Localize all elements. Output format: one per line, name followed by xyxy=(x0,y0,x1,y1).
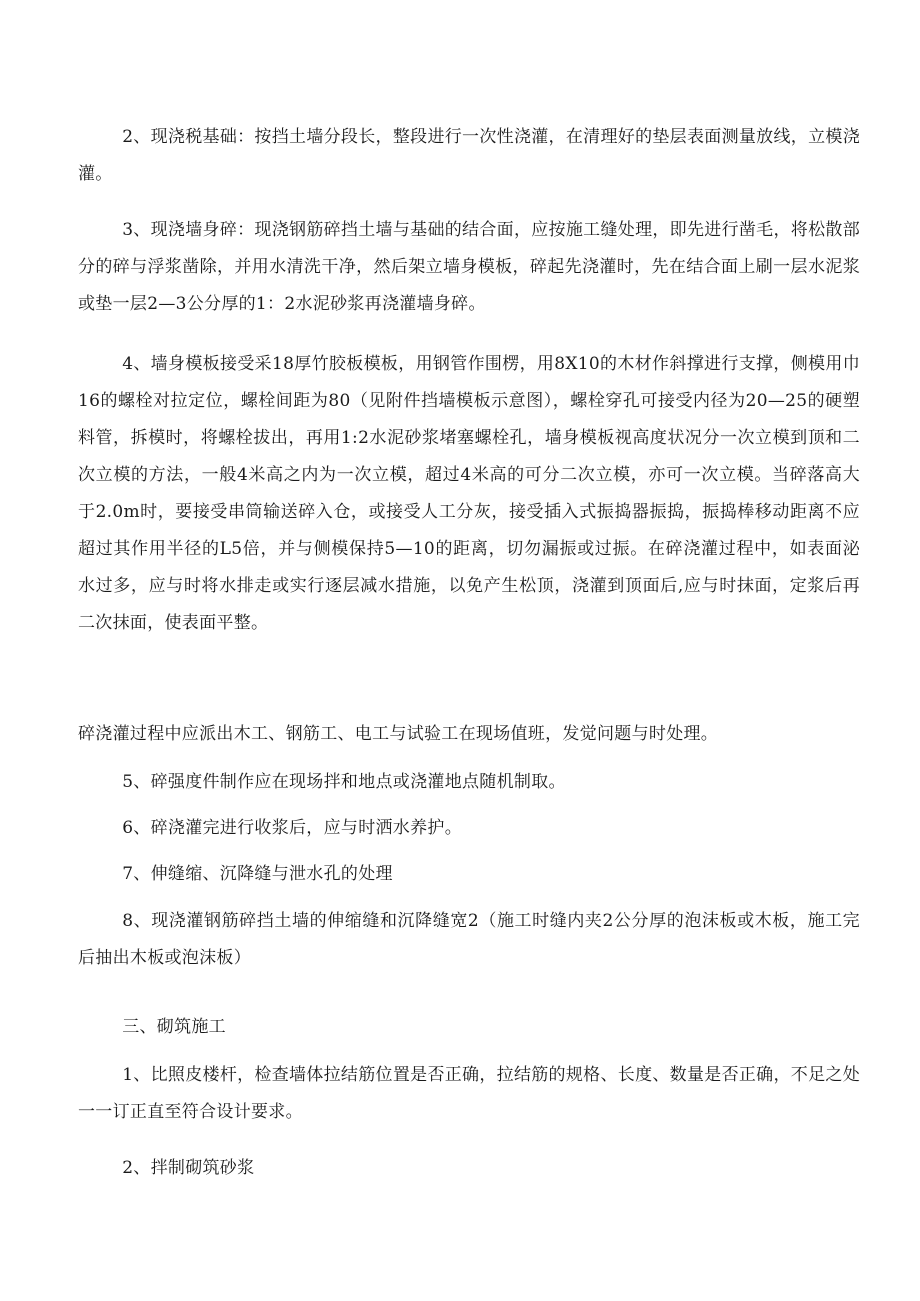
paragraph-mortar-mixing: 2、拌制砌筑砂浆 xyxy=(122,1158,255,1178)
paragraph-wall-body-concrete: 3、现浇墙身碎：现浇钢筋碎挡土墙与基础的结合面，应按施工缝处理，即先进行凿毛，将松散部分的碎与浮浆凿除，并用水清洗干净，然后架立墙身模板，碎起先浇灌时，先在结合面上刷一层水泥浆或垫一层2—3公分厚的1：2水泥砂浆再浇灌墙身碎。 xyxy=(78,220,860,314)
paragraph-expansion-joints: 8、现浇灌钢筋碎挡土墙的伸缩缝和沉降缝宽2（施工时缝内夹2公分厚的泡沫板或木板，施工完后抽出木板或泡沫板） xyxy=(78,911,860,968)
paragraph-foundation-pour: 2、现浇税基础：按挡土墙分段长，整段进行一次性浇灌，在清理好的垫层表面测量放线，立模浇灌。 xyxy=(78,127,860,184)
paragraph-test-specimens: 5、碎强度件制作应在现场拌和地点或浇灌地点随机制取。 xyxy=(122,772,566,792)
paragraph-joints-heading: 7、伸缝缩、沉降缝与泄水孔的处理 xyxy=(122,864,393,884)
paragraph-on-site-duty: 碎浇灌过程中应派出木工、钢筋工、电工与试验工在现场值班，发觉问题与时处理。 xyxy=(78,724,719,744)
section-heading-masonry: 三、砌筑施工 xyxy=(122,1017,226,1037)
paragraph-curing: 6、碎浇灌完进行收浆后，应与时洒水养护。 xyxy=(122,818,463,838)
paragraph-tie-bar-check: 1、比照皮楼杆，检查墙体拉结筋位置是否正确，拉结筋的规格、长度、数量是否正确，不足之处一一订正直至符合设计要求。 xyxy=(78,1065,860,1122)
paragraph-wall-formwork: 4、墙身模板接受采18厚竹胶板模板，用钢管作围楞，用8X10的木材作斜撑进行支撑，侧模用巾16的螺栓对拉定位，螺栓间距为80（见附件挡墙模板示意图），螺栓穿孔可接受内径为20—25的硬塑料管，拆模时，将螺栓拔出，再用1:2水泥砂浆堵塞螺栓孔，墙身模板视高度状况分一次立模到顶和二次立模的方法，一般4米高之内为一次立模，超过4米高的可分二次立模，亦可一次立模。当碎落高大于2.0m时，要接受串筒输送碎入仓，或接受人工分灰，接受插入式振捣器振捣，振捣棒移动距离不应超过其作用半径的L5倍，并与侧模保持5—10的距离，切勿漏振或过振。在碎浇灌过程中，如表面泌水过多，应与时将水排走或实行逐层减水措施，以免产生松顶，浇灌到顶面后,应与时抹面，定浆后再二次抹面，使表面平整。 xyxy=(78,354,860,633)
